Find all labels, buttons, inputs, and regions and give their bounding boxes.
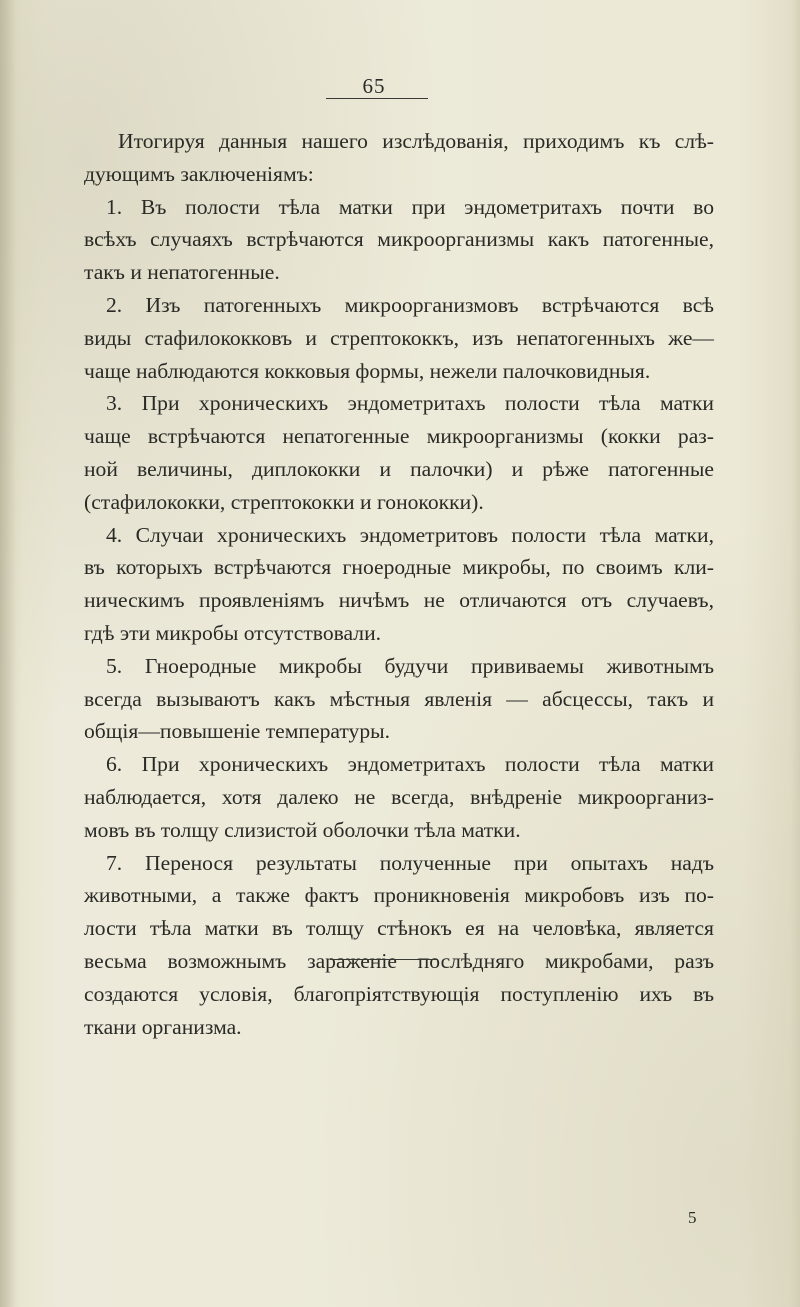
conclusions-text <box>84 125 714 1043</box>
text-line: въ которыхъ встрѣчаются гноеродные микробы, по своимъ кли- <box>84 555 714 580</box>
text-line: чаще встрѣчаются непатогенные микроорганизмы (кокки раз- <box>84 424 714 449</box>
end-separator-rule <box>330 959 438 960</box>
text-line: 5. Гноеродные микробы будучи прививаемы животнымъ <box>106 653 714 678</box>
text-line: 6. При хроническихъ эндометритахъ полости тѣла матки <box>106 752 714 777</box>
text-line: такъ и непатогенные. <box>84 260 280 285</box>
text-line: дующимъ заключеніямъ: <box>84 161 314 186</box>
text-line: мовъ въ толщу слизистой оболочки тѣла матки. <box>84 817 521 842</box>
text-line: 7. Перенося результаты полученные при опытахъ надъ <box>106 850 714 875</box>
text-line: 4. Случаи хроническихъ эндометритовъ полости тѣла матки, <box>106 522 714 547</box>
text-line: весьма возможнымъ зараженіе послѣдняго микробами, разъ <box>84 948 714 973</box>
text-line: гдѣ эти микробы отсутствовали. <box>84 620 382 645</box>
text-line: животными, а также фактъ проникновенія микробовъ изъ по- <box>84 883 714 908</box>
text-line: чаще наблюдаются кокковыя формы, нежели палочковидныя. <box>84 358 651 383</box>
text-line: ной величины, диплококки и палочки) и рѣже патогенные <box>84 456 714 481</box>
page-number-underline <box>326 98 428 99</box>
text-line: всѣхъ случаяхъ встрѣчаются микроорганизмы какъ патогенные, <box>84 227 714 252</box>
text-line: (стафилококки, стрептококки и гонококки). <box>84 489 484 514</box>
text-line: Итогируя данныя нашего изслѣдованія, приходимъ къ слѣ- <box>118 129 714 153</box>
text-line: общія—повышеніе температуры. <box>84 719 391 744</box>
text-line: всегда вызываютъ какъ мѣстныя явленія — абсцессы, такъ и <box>84 686 714 711</box>
page-number: 65 <box>362 74 386 98</box>
text-line: наблюдается, хотя далеко не всегда, внѣдреніе микроорганиз- <box>84 784 714 809</box>
text-line: лости тѣла матки въ толщу стѣнокъ ея на человѣка, является <box>84 916 714 941</box>
text-line: 3. При хроническихъ эндометритахъ полости тѣла матки <box>106 391 714 416</box>
text-line: ническимъ проявленіямъ ничѣмъ не отличаются отъ случаевъ, <box>84 588 714 613</box>
text-line: 1. Въ полости тѣла матки при эндометритахъ почти во <box>106 194 714 219</box>
signature-mark: 5 <box>688 1208 697 1227</box>
text-line: 2. Изъ патогенныхъ микроорганизмовъ встрѣчаются всѣ <box>106 292 714 317</box>
text-line: виды стафилококковъ и стрептококкъ, изъ непатогенныхъ же— <box>84 325 714 350</box>
text-line: ткани организма. <box>84 1014 242 1039</box>
page-edge-shadow <box>0 0 16 1307</box>
text-line: создаются условія, благопріятствующія поступленію ихъ въ <box>84 981 714 1006</box>
